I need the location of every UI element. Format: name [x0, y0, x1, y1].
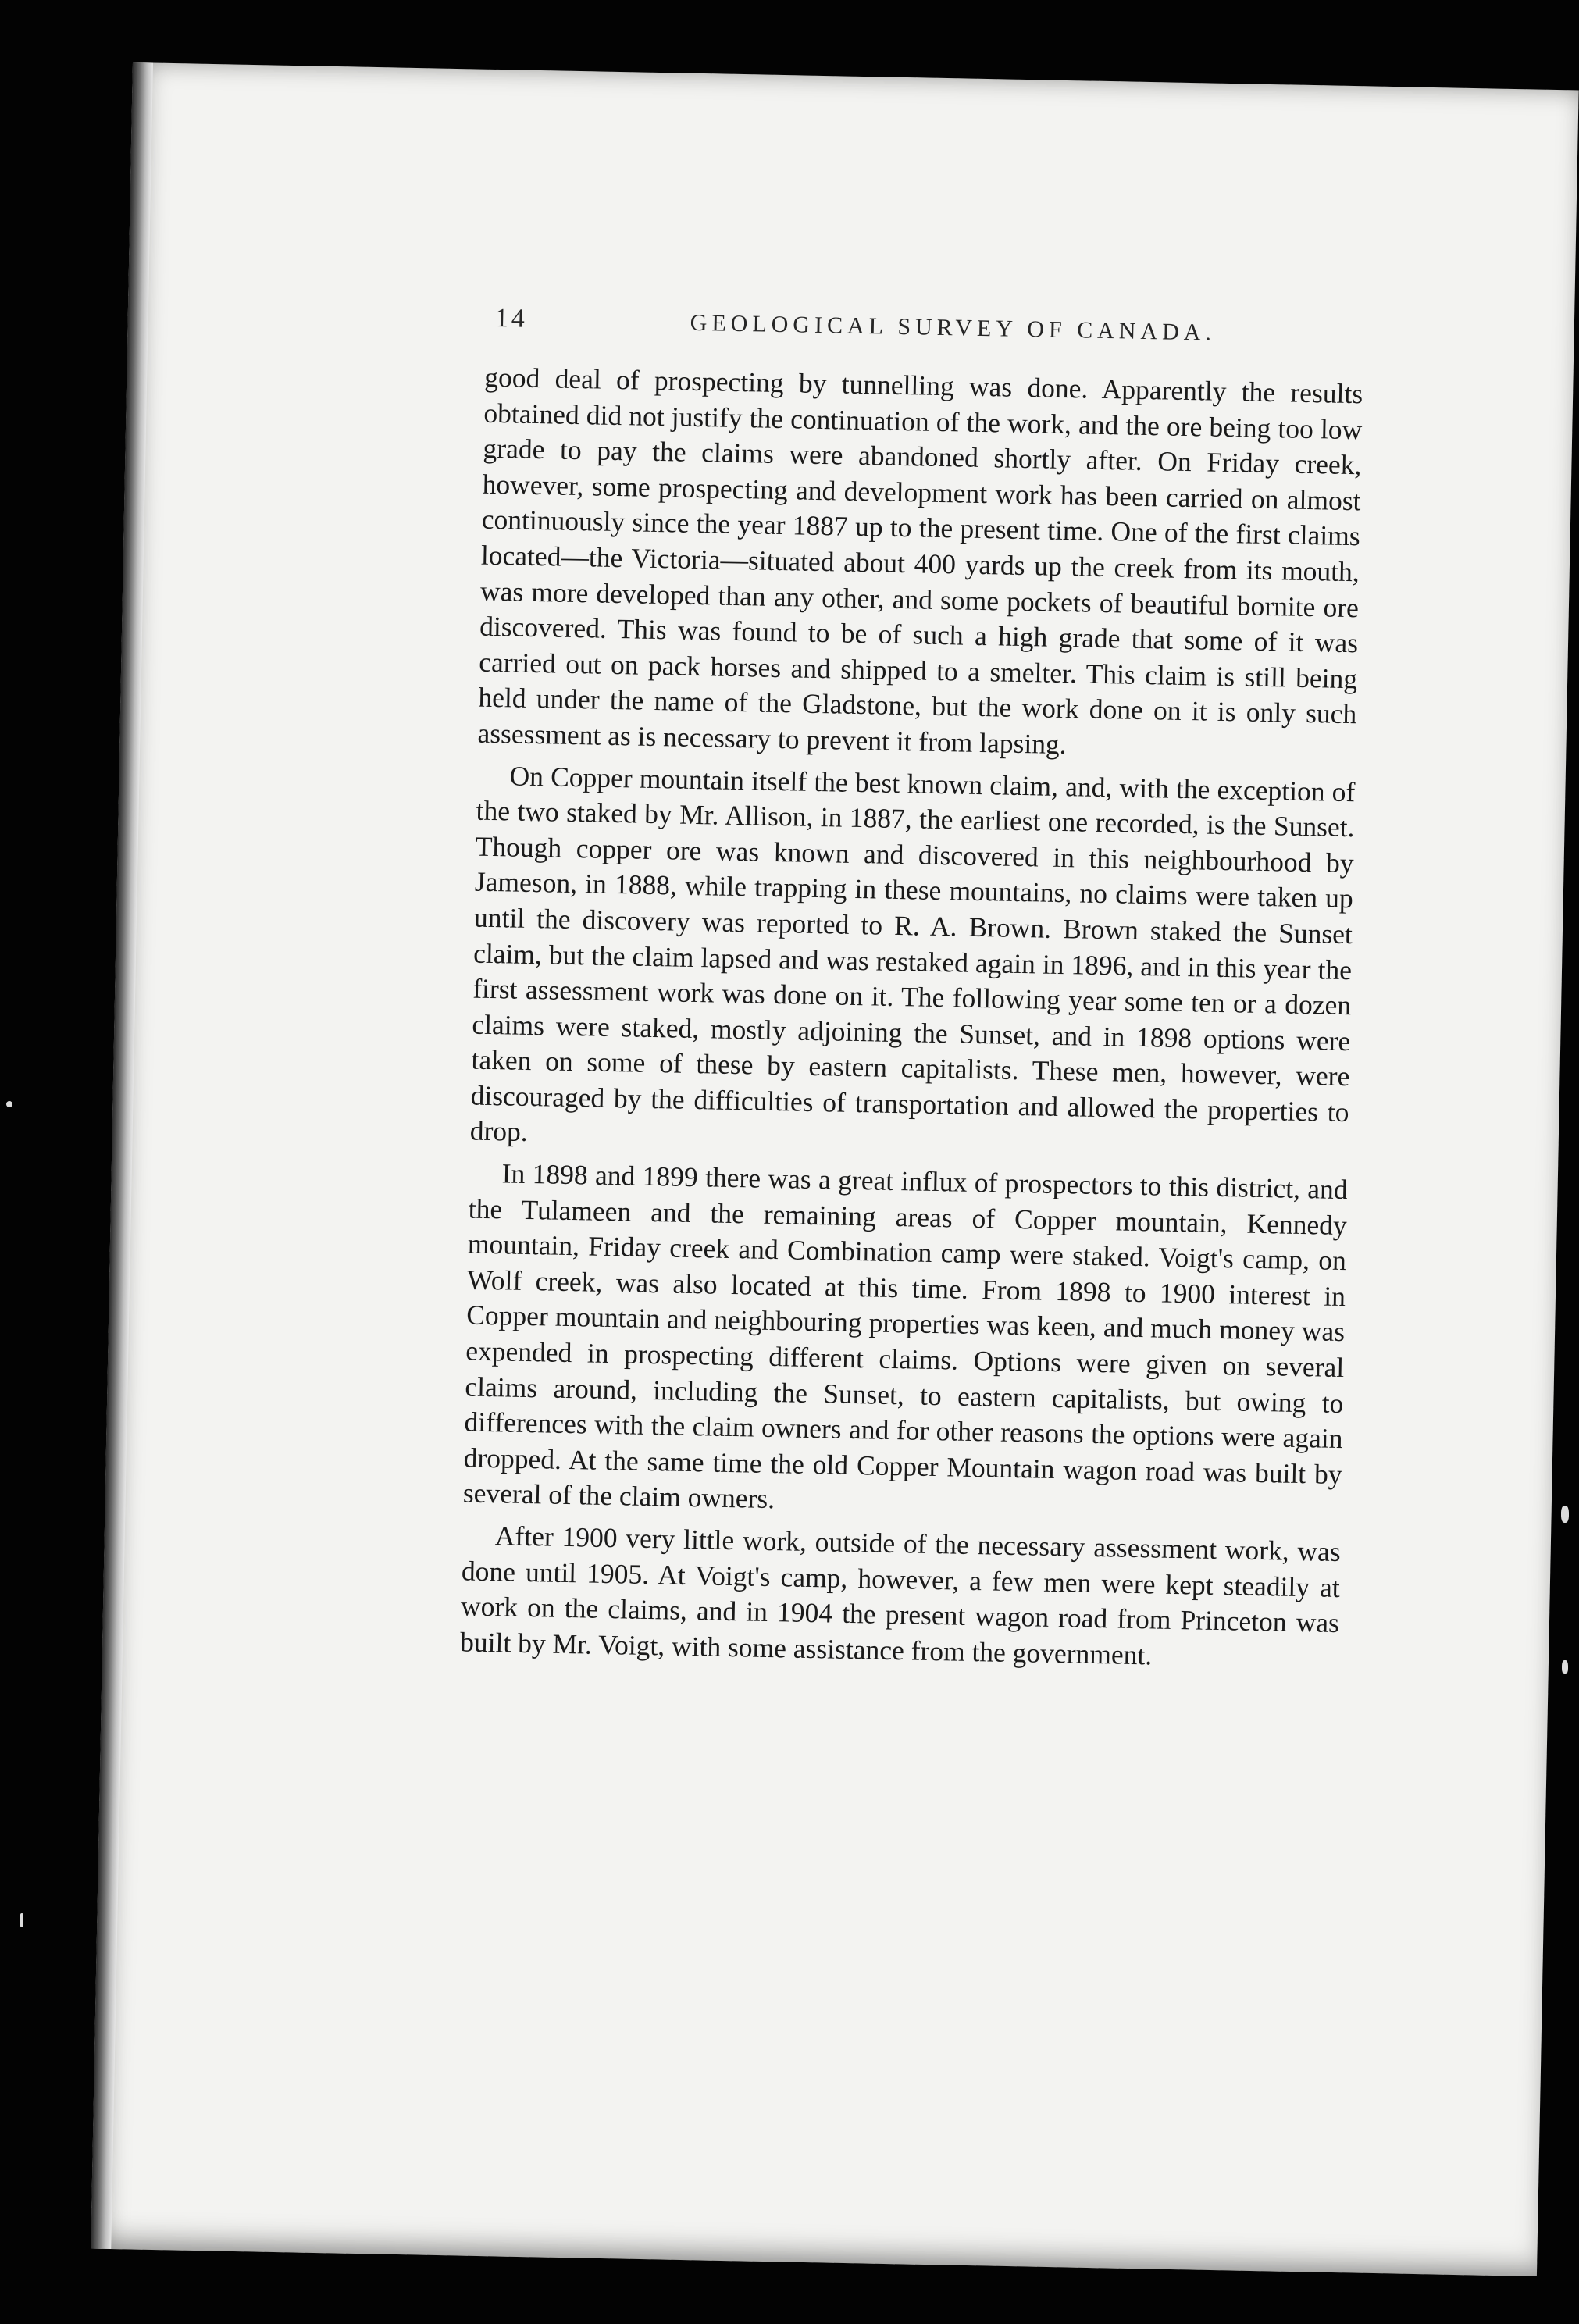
- dust-speck: [20, 1913, 23, 1927]
- dust-speck: [1562, 1660, 1568, 1674]
- book-page: [91, 62, 1578, 2276]
- body-text: [460, 360, 1363, 1677]
- paragraph-copper-mountain: On Copper mountain itself the best known claim, and, with the exception of the two staked by Mr. Allison, in 1887, the earliest one recorded, is the Sunset. Though copper ore was known and discovered in this neighbourhood by Jameson, in 1888, while trapping in these mountains, no claims were taken up until the discovery was reported to R. A. Brown. Brown staked the Sunset claim, but the claim lapsed and was restaked again in 1896, and in this year the first assessment work was done on it. The following year some ten or a dozen claims were staked, mostly adjoining the Sunset, and in 1898 options were taken on some of these by eastern capitalists. These men, however, were discouraged by the difficulties of transportation and allowed the properties to drop.: [469, 759, 1356, 1148]
- running-title: GEOLOGICAL SURVEY OF CANADA.: [690, 309, 1217, 346]
- paragraph-1898-1899: In 1898 and 1899 there was a great influx of prospectors to this district, and the Tulameen and the remaining areas of Copper mountain, Kennedy mountain, Friday creek and Combination camp were staked. Voigt's camp, on Wolf creek, was also located at this time. From 1898 to 1900 interest in Copper mountain and neighbouring properties was keen, and much money was expended in prospecting different claims. Options were given on several claims around, including the Sunset, to eastern capitalists, but owing to differences with the claim owners and for other reasons the options were again dropped. At the same time the old Copper Mountain wagon road was built by several of the claim owners.: [462, 1157, 1348, 1515]
- paragraph-continuation: good deal of prospecting by tunnelling was done. Apparently the results obtained did not justify the continuation of the work, and the ore being too low grade to pay the claims were abandoned shortly after. On Friday creek, however, some prospecting and development work has been carried on almost continuously since the year 1887 up to the present time. One of the first claims located—the Victoria—situated about 400 yards up the creek from its mouth, was more developed than any other, and some pockets of beautiful bornite ore discovered. This was found to be of such a high grade that some of it was carried out on pack horses and shipped to a smelter. This claim is still being held under the name of the Gladstone, but the work done on it is only such assessment as is necessary to prevent it from lapsing.: [477, 361, 1363, 761]
- running-header: [494, 304, 1354, 350]
- page-number: 14: [494, 303, 529, 333]
- dust-speck: [1561, 1506, 1569, 1523]
- dust-speck: [6, 1101, 12, 1107]
- paragraph-after-1900: After 1900 very little work, outside of the necessary assessment work, was done until 1905. At Voigt's camp, however, a few men were kept steadily at work on the claims, and in 1904 the present wagon road from Princeton was built by Mr. Voigt, with some assistance from the government.: [459, 1520, 1342, 1671]
